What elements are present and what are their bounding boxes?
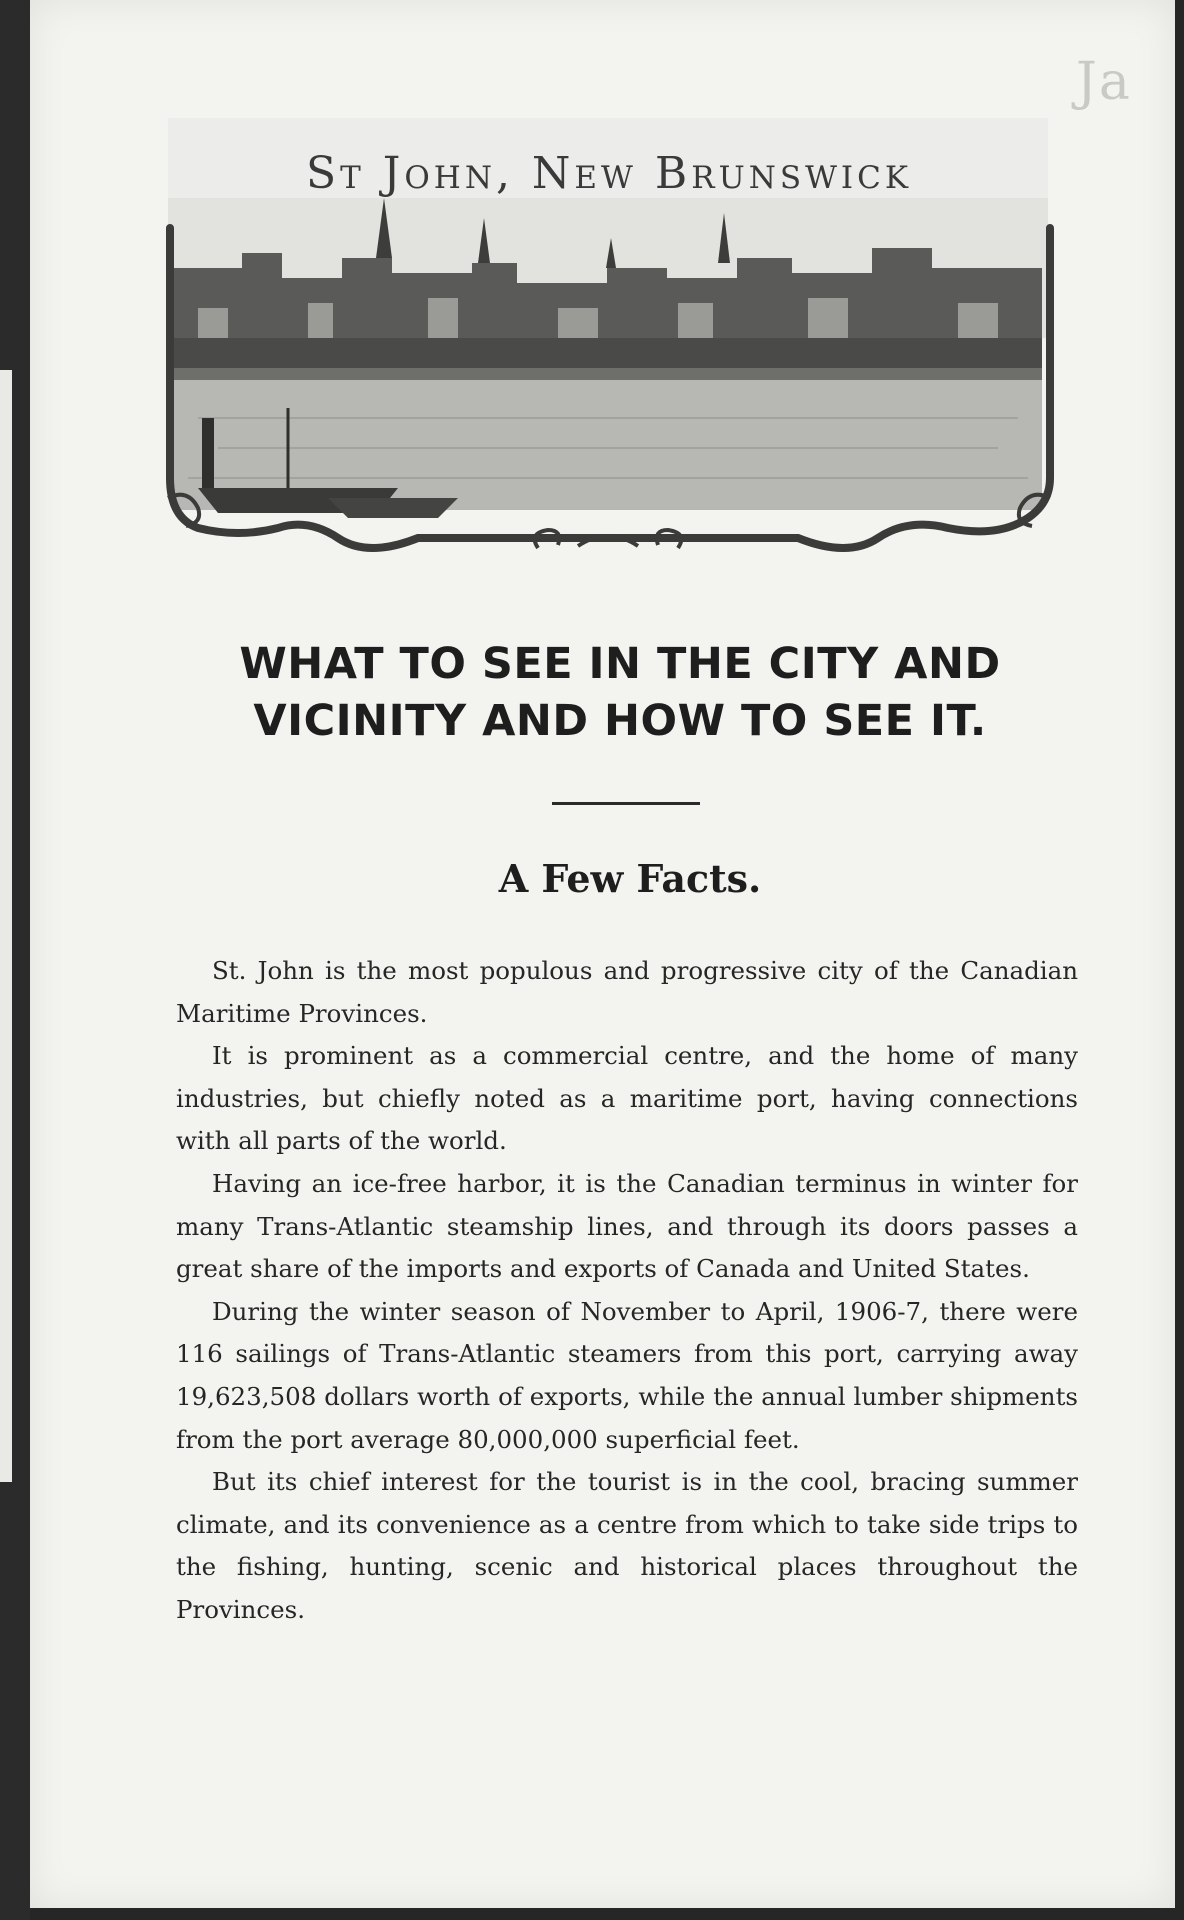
paragraph-5: But its chief interest for the tourist is in the cool, bracing summer climate, and its convenience as a centre from which to take side trips to the fishing, hunting, scenic and historical places throughout the Provinces. bbox=[176, 1467, 1078, 1624]
paragraph-4: During the winter season of November to April, 1906-7, there were 116 sailings of Trans-Atlantic steamers from this port, carrying away 19,623,508 dollars worth of exports, while the annual lumber shipments from the port average 80,000,000 superficial feet. bbox=[176, 1296, 1078, 1454]
document-page bbox=[30, 0, 1175, 1908]
heading-line-1: WHAT TO SEE IN THE CITY AND bbox=[239, 639, 1001, 689]
corner-handwritten-mark: Ja bbox=[1076, 52, 1132, 112]
body-text bbox=[176, 950, 1078, 1632]
scan-edge-notch bbox=[0, 370, 12, 1482]
illustration-caption: St John, New Brunswick bbox=[305, 148, 913, 199]
scan-edge-strip bbox=[0, 0, 30, 1920]
harbor-illustration bbox=[158, 118, 1060, 566]
page-heading bbox=[160, 636, 1080, 750]
paragraph-3: Having an ice-free harbor, it is the Canadian terminus in winter for many Trans-Atlantic steamship lines, and through its doors passes a great share of the imports and exports of Canada and United States. bbox=[176, 1168, 1078, 1284]
heading-line-2: VICINITY AND HOW TO SEE IT. bbox=[253, 696, 987, 746]
heading-divider bbox=[552, 802, 700, 805]
section-title: A Few Facts. bbox=[498, 856, 762, 901]
paragraph-2: It is prominent as a commercial centre, and the home of many industries, but chiefly noted as a maritime port, having connections with all parts of the world. bbox=[176, 1041, 1078, 1156]
paragraph-1: St. John is the most populous and progressive city of the Canadian Maritime Provinces. bbox=[176, 956, 1078, 1028]
